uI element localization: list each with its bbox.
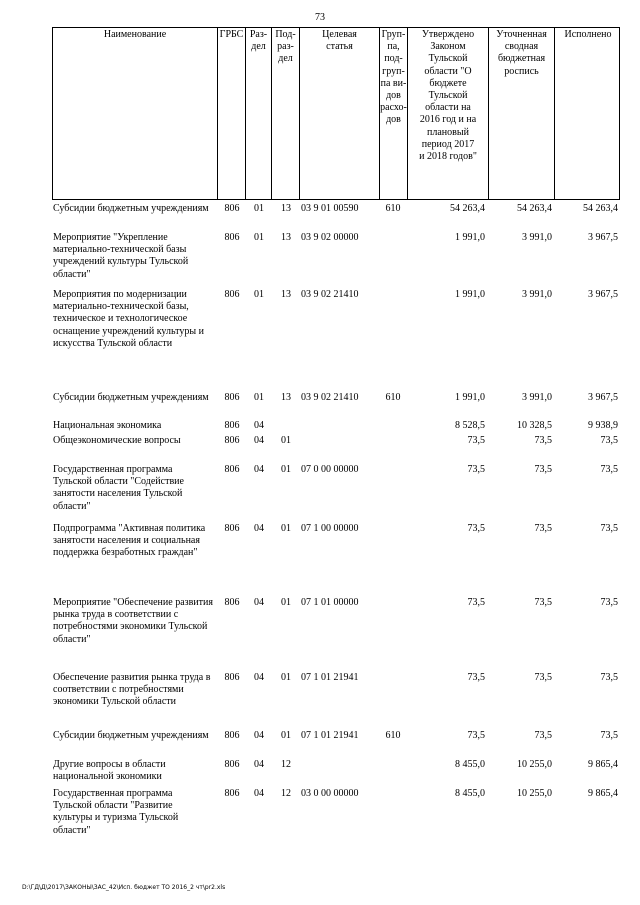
row-grbs: 806 [224, 289, 240, 300]
header-utochnennaya: Уточненная сводная бюджетная роспись [489, 28, 555, 199]
row-ispolneno: 3 967,5 [588, 232, 618, 243]
row-utochnennaya: 10 328,5 [517, 420, 552, 431]
row-razdel: 01 [254, 289, 264, 300]
row-podrazdel: 13 [281, 392, 291, 403]
row-grbs: 806 [224, 788, 240, 799]
row-razdel: 04 [254, 523, 264, 534]
row-ispolneno: 73,5 [600, 672, 618, 683]
row-tselevaya: 03 9 02 21410 [301, 289, 359, 300]
row-razdel: 04 [254, 788, 264, 799]
row-grbs: 806 [224, 420, 240, 431]
header-ispolneno: Исполнено [564, 29, 612, 40]
header-grbs: ГРБС [218, 28, 246, 199]
row-tselevaya: 07 1 01 21941 [301, 730, 359, 741]
row-gruppa: 610 [385, 392, 401, 403]
row-utochnennaya: 73,5 [534, 435, 552, 446]
row-utverzhdeno: 73,5 [467, 464, 485, 475]
row-grbs: 806 [224, 672, 240, 683]
row-utverzhdeno: 1 991,0 [455, 232, 485, 243]
row-tselevaya: 07 1 01 00000 [301, 597, 359, 608]
row-razdel: 01 [254, 392, 264, 403]
header-podrazdel: Под- раз- дел [272, 28, 300, 199]
row-podrazdel: 01 [281, 523, 291, 534]
row-razdel: 04 [254, 597, 264, 608]
row-grbs: 806 [224, 730, 240, 741]
row-ispolneno: 73,5 [600, 464, 618, 475]
row-utochnennaya: 10 255,0 [517, 788, 552, 799]
row-utochnennaya: 73,5 [534, 597, 552, 608]
row-grbs: 806 [224, 759, 240, 770]
row-razdel: 04 [254, 730, 264, 741]
row-name: Подпрограмма "Активная политика занятости населения и социальная поддержка безработных граждан" [53, 523, 206, 559]
row-ispolneno: 54 263,4 [583, 203, 618, 214]
row-podrazdel: 12 [281, 759, 291, 770]
row-utverzhdeno: 8 528,5 [455, 420, 485, 431]
row-utverzhdeno: 8 455,0 [455, 759, 485, 770]
row-grbs: 806 [224, 464, 240, 475]
row-grbs: 806 [224, 435, 240, 446]
row-utverzhdeno: 73,5 [467, 672, 485, 683]
row-name: Обеспечение развития рынка труда в соответствии с потребностями экономики Тульской области [53, 672, 211, 708]
row-grbs: 806 [224, 392, 240, 403]
row-razdel: 04 [254, 672, 264, 683]
row-razdel: 01 [254, 232, 264, 243]
row-ispolneno: 73,5 [600, 435, 618, 446]
row-razdel: 04 [254, 464, 264, 475]
row-utverzhdeno: 1 991,0 [455, 289, 485, 300]
row-gruppa: 610 [385, 730, 401, 741]
row-utochnennaya: 73,5 [534, 730, 552, 741]
row-utochnennaya: 73,5 [534, 464, 552, 475]
row-ispolneno: 9 865,4 [588, 788, 618, 799]
row-tselevaya: 07 1 00 00000 [301, 523, 359, 534]
header-name: Наименование [53, 28, 218, 199]
row-podrazdel: 01 [281, 672, 291, 683]
row-name: Мероприятие "Укрепление материально-технической базы учреждений культуры Тульской области" [53, 232, 189, 280]
row-ispolneno: 9 865,4 [588, 759, 618, 770]
row-grbs: 806 [224, 597, 240, 608]
row-utverzhdeno: 73,5 [467, 597, 485, 608]
row-grbs: 806 [224, 523, 240, 534]
header-razdel: Раз- дел [246, 28, 272, 199]
row-utochnennaya: 3 991,0 [522, 392, 552, 403]
row-podrazdel: 13 [281, 289, 291, 300]
row-ispolneno: 73,5 [600, 730, 618, 741]
row-name: Субсидии бюджетным учреждениям [53, 392, 209, 403]
row-podrazdel: 13 [281, 203, 291, 214]
row-tselevaya: 03 9 01 00590 [301, 203, 359, 214]
row-utverzhdeno: 73,5 [467, 523, 485, 534]
row-utverzhdeno: 1 991,0 [455, 392, 485, 403]
row-name: Общеэкономические вопросы [53, 435, 181, 446]
row-name: Другие вопросы в области национальной экономики [53, 759, 166, 783]
row-name: Субсидии бюджетным учреждениям [53, 203, 209, 214]
row-razdel: 04 [254, 420, 264, 431]
row-podrazdel: 01 [281, 435, 291, 446]
row-utochnennaya: 73,5 [534, 672, 552, 683]
row-name: Государственная программа Тульской области "Развитие культуры и туризма Тульской области" [53, 788, 179, 836]
row-gruppa: 610 [385, 203, 401, 214]
row-name: Государственная программа Тульской области "Содействие занятости населения Тульской области" [53, 464, 184, 512]
page-number: 73 [315, 12, 325, 23]
row-utochnennaya: 10 255,0 [517, 759, 552, 770]
row-razdel: 01 [254, 203, 264, 214]
row-utverzhdeno: 8 455,0 [455, 788, 485, 799]
table-header [52, 27, 620, 200]
row-ispolneno: 9 938,9 [588, 420, 618, 431]
row-podrazdel: 01 [281, 464, 291, 475]
row-razdel: 04 [254, 759, 264, 770]
footer-file-path: D:\ГД\Д\2017\ЗАКОНЫ\ЗАС_42\Исп. бюджет ТО 2016_2 чт\pr2.xls [22, 884, 226, 891]
row-ispolneno: 3 967,5 [588, 289, 618, 300]
row-name: Мероприятия по модернизации материально-технической базы, техническое и технологическое оснащение учреждений культуры и искусства Тульской области [53, 289, 204, 349]
row-utochnennaya: 3 991,0 [522, 289, 552, 300]
row-tselevaya: 07 1 01 21941 [301, 672, 359, 683]
row-grbs: 806 [224, 232, 240, 243]
row-grbs: 806 [224, 203, 240, 214]
row-ispolneno: 73,5 [600, 523, 618, 534]
row-name: Субсидии бюджетным учреждениям [53, 730, 209, 741]
row-podrazdel: 01 [281, 730, 291, 741]
row-utochnennaya: 3 991,0 [522, 232, 552, 243]
row-utverzhdeno: 73,5 [467, 730, 485, 741]
row-podrazdel: 13 [281, 232, 291, 243]
row-tselevaya: 07 0 00 00000 [301, 464, 359, 475]
row-utverzhdeno: 73,5 [467, 435, 485, 446]
row-podrazdel: 12 [281, 788, 291, 799]
header-gruppa: Груп- па, под- груп- па ви- дов расхо- дов [380, 28, 408, 199]
row-ispolneno: 73,5 [600, 597, 618, 608]
row-utochnennaya: 54 263,4 [517, 203, 552, 214]
row-name: Мероприятие "Обеспечение развития рынка труда в соответствии с потребностями экономики Тульской области" [53, 597, 213, 645]
row-tselevaya: 03 9 02 21410 [301, 392, 359, 403]
row-razdel: 04 [254, 435, 264, 446]
row-podrazdel: 01 [281, 597, 291, 608]
row-name: Национальная экономика [53, 420, 162, 431]
row-utochnennaya: 73,5 [534, 523, 552, 534]
row-ispolneno: 3 967,5 [588, 392, 618, 403]
header-utverzhdeno: Утверждено Законом Тульской области "О бюджете Тульской области на 2016 год и на плановый период 2017 и 2018 годов" [408, 28, 489, 199]
row-tselevaya: 03 9 02 00000 [301, 232, 359, 243]
row-utverzhdeno: 54 263,4 [450, 203, 485, 214]
header-tselevaya: Целевая статья [300, 28, 380, 199]
row-tselevaya: 03 0 00 00000 [301, 788, 359, 799]
